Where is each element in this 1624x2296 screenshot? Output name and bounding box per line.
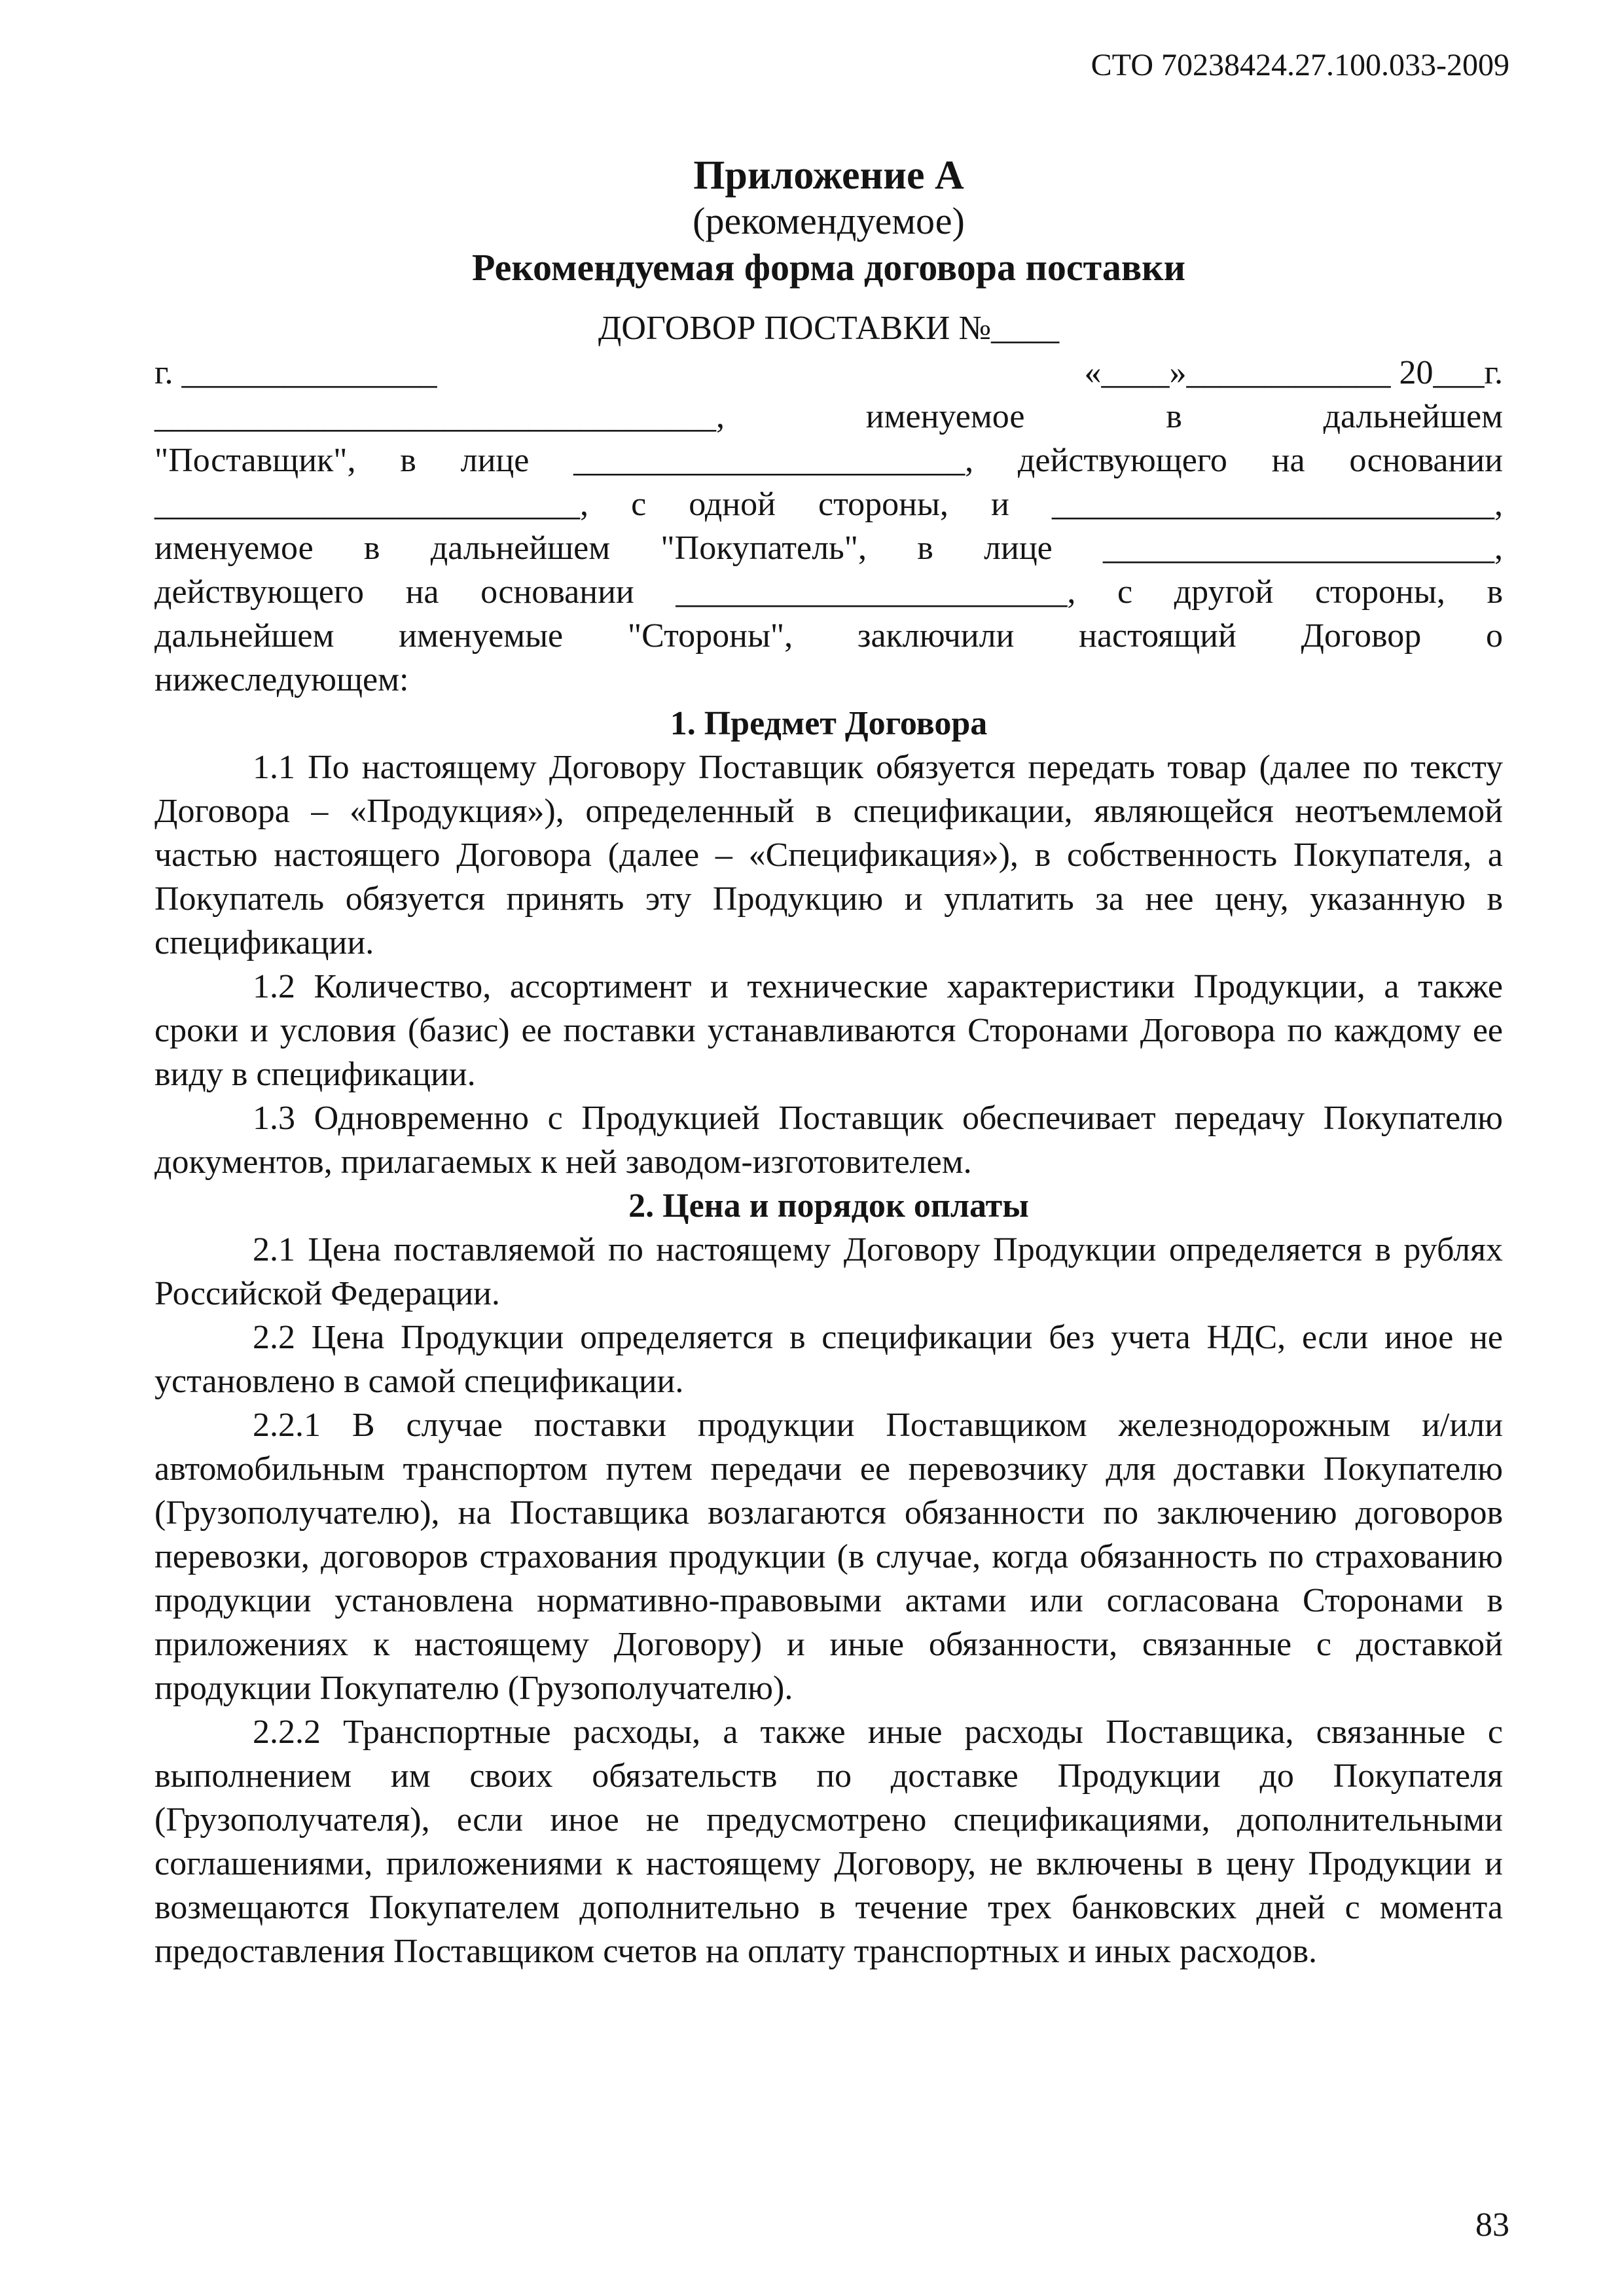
paragraph: 1.3 Одновременно с Продукцией Поставщик обеспечивает передачу Покупателю документов, прилагаемых к ней заводом-изготовителем. [154,1100,1503,1181]
paragraph: 1.1 По настоящему Договору Поставщик обязуется передать товар (далее по тексту Договора – «Продукция»), определенный в спецификации, являющейся неотъемлемой частью настоящего Договора (далее – «Спецификация»), в собственность Покупателя, а Покупатель обязуется принять эту Продукцию и уплатить за нее цену, указанную в спецификации. [154,749,1503,961]
preamble-line: действующего на основании _______________________, с другой стороны, в [154,573,1503,611]
paragraph: 2.2.2 Транспортные расходы, а также иные расходы Поставщика, связанные с выполнением им своих обязательств по доставке Продукции до Покупателя (Грузополучателя), если иное не предусмотрено спецификациями, дополнительными соглашениями, приложениями к настоящему Договору, не включены в цену Продукции и возмещаются Покупателем дополнительно в течение трех банковских дней с момента предоставления Поставщиком счетов на оплату транспортных и иных расходов. [154,1713,1503,1970]
paragraph: 2.2.1 В случае поставки продукции Поставщиком железнодорожным и/или автомобильным транспортом путем передачи ее перевозчику для доставки Покупателю (Грузополучателю), на Поставщика возлагаются обязанности по заключению договоров перевозки, договоров страхования продукции (в случае, когда обязанность по страхованию продукции установлена нормативно-правовыми актами или согласована Сторонами в приложениях к настоящему Договору) и иные обязанности, связанные с доставкой продукции Покупателю (Грузополучателю). [154,1407,1503,1707]
section-price [154,1184,1503,1973]
document-code: СТО 70238424.27.100.033-2009 [1091,48,1509,82]
page-number: 83 [1475,2206,1509,2244]
preamble-line: дальнейшем именуемые "Стороны", заключили настоящий Договор о [154,617,1503,655]
place-date-row [154,351,1503,395]
preamble-line: _________________________, с одной стороны, и __________________________, [154,486,1503,523]
contract-place: г. _______________ [154,354,437,391]
paragraph: 2.1 Цена поставляемой по настоящему Договору Продукции определяется в рублях Российской Федерации. [154,1231,1503,1312]
form-title: Рекомендуемая форма договора поставки [471,246,1186,289]
section-heading: 1. Предмет Договора [670,705,988,742]
section-subject [154,702,1503,1184]
preamble [154,395,1503,702]
paragraph: 2.2 Цена Продукции определяется в спецификации без учета НДС, если иное не установлено в самой спецификации. [154,1319,1503,1400]
paragraph: 1.2 Количество, ассортимент и технические характеристики Продукции, а также сроки и условия (базис) ее поставки устанавливаются Сторонами Договора по каждому ее виду в спецификации. [154,968,1503,1093]
preamble-line: "Поставщик", в лице _______________________, действующего на основании [154,442,1503,479]
preamble-line: нижеследующем: [154,661,409,698]
document-body [154,152,1503,1973]
contract-title: ДОГОВОР ПОСТАВКИ №____ [598,310,1060,347]
section-heading: 2. Цена и порядок оплаты [628,1187,1029,1225]
appendix-title: Приложение А [693,153,964,198]
contract-date: «____»____________ 20___г. [1084,354,1503,391]
appendix-status: (рекомендуемое) [693,200,965,242]
preamble-line: именуемое в дальнейшем "Покупатель", в лице _______________________, [154,529,1503,567]
preamble-line: _________________________________, именуемое в дальнейшем [154,398,1503,435]
